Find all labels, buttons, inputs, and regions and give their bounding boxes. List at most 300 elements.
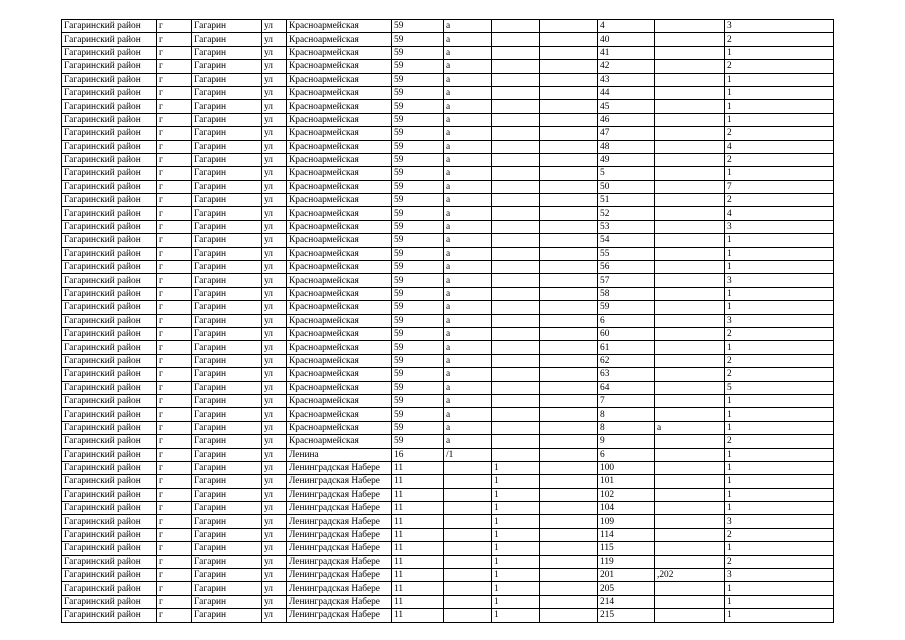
cell-building-letter [540,354,598,367]
cell-apartment-letter [655,127,725,140]
cell-street: Красноармейская [287,33,392,46]
table-row [62,207,834,220]
cell-street: Красноармейская [287,274,392,287]
cell-district: Гагаринский район [62,475,157,488]
cell-apartment-letter [655,180,725,193]
cell-street-type: ул [262,314,287,327]
cell-street-type: ул [262,127,287,140]
cell-building [492,60,540,73]
cell-district: Гагаринский район [62,569,157,582]
cell-house-letter: а [444,167,492,180]
cell-house-letter: а [444,421,492,434]
table-row [62,301,834,314]
cell-house: 11 [392,475,444,488]
cell-district: Гагаринский район [62,20,157,33]
cell-street-type: ул [262,327,287,340]
table-row [62,46,834,59]
cell-apartment-letter [655,555,725,568]
cell-house-letter: а [444,287,492,300]
cell-settlement: Гагарин [192,502,262,515]
cell-settlement-type: г [157,234,192,247]
cell-house-letter: а [444,247,492,260]
cell-district: Гагаринский район [62,194,157,207]
cell-street: Красноармейская [287,127,392,140]
cell-building: 1 [492,609,540,622]
cell-settlement: Гагарин [192,314,262,327]
cell-count: 3 [725,569,834,582]
cell-house-letter: а [444,314,492,327]
cell-street-type: ул [262,368,287,381]
cell-street-type: ул [262,582,287,595]
cell-apartment: 6 [598,314,655,327]
cell-settlement-type: г [157,368,192,381]
cell-street-type: ул [262,408,287,421]
cell-count: 1 [725,234,834,247]
cell-settlement: Гагарин [192,542,262,555]
cell-building-letter [540,287,598,300]
cell-settlement: Гагарин [192,234,262,247]
cell-street-type: ул [262,234,287,247]
cell-apartment-letter [655,20,725,33]
cell-street-type: ул [262,167,287,180]
cell-building [492,274,540,287]
cell-building [492,448,540,461]
cell-settlement: Гагарин [192,394,262,407]
table-row [62,542,834,555]
cell-building-letter [540,542,598,555]
cell-house-letter [444,488,492,501]
cell-building [492,435,540,448]
cell-apartment: 100 [598,461,655,474]
cell-house: 59 [392,354,444,367]
cell-building-letter [540,408,598,421]
cell-settlement-type: г [157,421,192,434]
cell-count: 1 [725,448,834,461]
table-row [62,488,834,501]
cell-apartment-letter [655,194,725,207]
cell-building [492,140,540,153]
cell-house: 59 [392,234,444,247]
cell-settlement-type: г [157,153,192,166]
cell-apartment-letter [655,595,725,608]
cell-building [492,287,540,300]
cell-building-letter [540,274,598,287]
cell-settlement-type: г [157,341,192,354]
cell-house-letter: а [444,180,492,193]
cell-house: 59 [392,33,444,46]
cell-apartment: 59 [598,301,655,314]
cell-apartment: 201 [598,569,655,582]
cell-house-letter: а [444,194,492,207]
table-row [62,60,834,73]
cell-settlement-type: г [157,528,192,541]
cell-apartment: 55 [598,247,655,260]
cell-house: 59 [392,301,444,314]
cell-apartment-letter [655,46,725,59]
table-body [62,20,834,623]
table-row [62,113,834,126]
cell-count: 1 [725,394,834,407]
cell-count: 7 [725,180,834,193]
cell-building [492,421,540,434]
cell-settlement-type: г [157,274,192,287]
cell-settlement-type: г [157,595,192,608]
cell-apartment: 4 [598,20,655,33]
cell-house: 11 [392,609,444,622]
table-row [62,274,834,287]
cell-apartment-letter [655,354,725,367]
cell-settlement-type: г [157,247,192,260]
cell-district: Гагаринский район [62,234,157,247]
cell-apartment: 58 [598,287,655,300]
cell-house: 59 [392,194,444,207]
cell-apartment-letter [655,86,725,99]
cell-street-type: ул [262,435,287,448]
cell-apartment-letter [655,448,725,461]
cell-house: 11 [392,488,444,501]
cell-house: 59 [392,314,444,327]
table-row [62,569,834,582]
cell-street-type: ул [262,515,287,528]
cell-street: Красноармейская [287,207,392,220]
cell-building [492,314,540,327]
cell-settlement: Гагарин [192,247,262,260]
cell-settlement: Гагарин [192,153,262,166]
table-row [62,140,834,153]
cell-apartment-letter [655,167,725,180]
cell-count: 1 [725,488,834,501]
cell-district: Гагаринский район [62,140,157,153]
cell-district: Гагаринский район [62,461,157,474]
cell-apartment: 49 [598,153,655,166]
cell-settlement-type: г [157,46,192,59]
cell-building-letter [540,528,598,541]
cell-building [492,46,540,59]
cell-settlement-type: г [157,515,192,528]
cell-apartment-letter [655,261,725,274]
table-row [62,327,834,340]
cell-settlement: Гагарин [192,595,262,608]
cell-district: Гагаринский район [62,448,157,461]
cell-street-type: ул [262,73,287,86]
cell-apartment-letter [655,461,725,474]
cell-settlement: Гагарин [192,274,262,287]
cell-house: 59 [392,341,444,354]
cell-building: 1 [492,582,540,595]
cell-settlement-type: г [157,569,192,582]
cell-settlement-type: г [157,354,192,367]
cell-street: Ленинградская Набере [287,502,392,515]
cell-building-letter [540,448,598,461]
cell-house: 11 [392,582,444,595]
cell-district: Гагаринский район [62,421,157,434]
cell-apartment-letter [655,207,725,220]
cell-count: 5 [725,381,834,394]
cell-apartment-letter [655,220,725,233]
cell-apartment-letter [655,475,725,488]
cell-building-letter [540,100,598,113]
cell-count: 3 [725,20,834,33]
cell-street: Красноармейская [287,180,392,193]
cell-house: 59 [392,140,444,153]
cell-street-type: ул [262,569,287,582]
cell-count: 2 [725,354,834,367]
cell-settlement-type: г [157,207,192,220]
cell-district: Гагаринский район [62,153,157,166]
cell-apartment: 8 [598,421,655,434]
cell-street-type: ул [262,20,287,33]
cell-street: Ленинградская Набере [287,595,392,608]
cell-street: Ленинградская Набере [287,488,392,501]
cell-house: 16 [392,448,444,461]
cell-street: Ленинградская Набере [287,569,392,582]
cell-settlement: Гагарин [192,475,262,488]
cell-building-letter [540,582,598,595]
cell-district: Гагаринский район [62,287,157,300]
cell-count: 1 [725,287,834,300]
cell-building [492,20,540,33]
cell-settlement-type: г [157,33,192,46]
cell-count: 3 [725,314,834,327]
table-row [62,555,834,568]
cell-district: Гагаринский район [62,354,157,367]
cell-apartment-letter [655,408,725,421]
cell-district: Гагаринский район [62,73,157,86]
cell-street: Красноармейская [287,113,392,126]
cell-settlement-type: г [157,301,192,314]
cell-building-letter [540,33,598,46]
cell-street: Красноармейская [287,261,392,274]
cell-settlement-type: г [157,113,192,126]
cell-apartment: 50 [598,180,655,193]
cell-apartment-letter [655,488,725,501]
cell-district: Гагаринский район [62,542,157,555]
table-row [62,234,834,247]
table-row [62,435,834,448]
cell-count: 1 [725,461,834,474]
cell-street: Красноармейская [287,100,392,113]
cell-house-letter: /1 [444,448,492,461]
cell-settlement: Гагарин [192,287,262,300]
cell-district: Гагаринский район [62,247,157,260]
cell-apartment: 109 [598,515,655,528]
cell-building-letter [540,502,598,515]
cell-building-letter [540,113,598,126]
cell-street-type: ул [262,502,287,515]
cell-settlement-type: г [157,127,192,140]
cell-house-letter: а [444,100,492,113]
cell-house: 59 [392,127,444,140]
cell-count: 1 [725,341,834,354]
cell-building [492,113,540,126]
cell-settlement: Гагарин [192,100,262,113]
cell-house-letter: а [444,381,492,394]
cell-count: 1 [725,408,834,421]
cell-building-letter [540,515,598,528]
cell-street-type: ул [262,609,287,622]
cell-house: 11 [392,555,444,568]
cell-district: Гагаринский район [62,341,157,354]
table-row [62,220,834,233]
cell-count: 3 [725,274,834,287]
cell-street-type: ул [262,595,287,608]
cell-count: 1 [725,167,834,180]
cell-settlement-type: г [157,502,192,515]
cell-house-letter: а [444,274,492,287]
table-row [62,341,834,354]
cell-building-letter [540,207,598,220]
cell-street: Красноармейская [287,153,392,166]
table-row [62,408,834,421]
cell-house-letter: а [444,234,492,247]
cell-building [492,153,540,166]
cell-district: Гагаринский район [62,100,157,113]
cell-settlement: Гагарин [192,368,262,381]
table-row [62,421,834,434]
cell-apartment: 41 [598,46,655,59]
cell-house: 59 [392,368,444,381]
cell-street: Красноармейская [287,408,392,421]
cell-street-type: ул [262,194,287,207]
cell-building [492,167,540,180]
cell-apartment-letter: ,202 [655,569,725,582]
cell-building-letter [540,488,598,501]
cell-apartment: 48 [598,140,655,153]
cell-street: Красноармейская [287,234,392,247]
cell-building: 1 [492,555,540,568]
cell-building-letter [540,595,598,608]
cell-street: Красноармейская [287,167,392,180]
cell-count: 2 [725,435,834,448]
cell-building-letter [540,461,598,474]
cell-apartment: 114 [598,528,655,541]
cell-building: 1 [492,488,540,501]
cell-building-letter [540,314,598,327]
cell-street-type: ул [262,33,287,46]
cell-street: Красноармейская [287,194,392,207]
cell-settlement-type: г [157,582,192,595]
cell-apartment: 44 [598,86,655,99]
cell-house-letter: а [444,341,492,354]
cell-district: Гагаринский район [62,515,157,528]
cell-settlement-type: г [157,542,192,555]
cell-building-letter [540,60,598,73]
cell-street-type: ул [262,301,287,314]
cell-count: 2 [725,555,834,568]
cell-street: Красноармейская [287,140,392,153]
cell-settlement: Гагарин [192,555,262,568]
cell-district: Гагаринский район [62,86,157,99]
cell-building [492,261,540,274]
cell-count: 2 [725,528,834,541]
cell-building [492,220,540,233]
cell-building-letter [540,341,598,354]
table-row [62,100,834,113]
cell-street: Ленинградская Набере [287,582,392,595]
cell-settlement-type: г [157,435,192,448]
cell-settlement-type: г [157,20,192,33]
cell-building-letter [540,435,598,448]
cell-house: 59 [392,274,444,287]
cell-count: 2 [725,127,834,140]
cell-house-letter: а [444,354,492,367]
cell-house-letter: а [444,153,492,166]
cell-apartment: 57 [598,274,655,287]
cell-settlement: Гагарин [192,194,262,207]
cell-house-letter [444,609,492,622]
cell-building [492,247,540,260]
cell-street: Ленинградская Набере [287,528,392,541]
cell-building-letter [540,234,598,247]
cell-settlement-type: г [157,73,192,86]
cell-settlement: Гагарин [192,582,262,595]
cell-house-letter [444,542,492,555]
cell-street-type: ул [262,274,287,287]
cell-house-letter: а [444,127,492,140]
cell-house: 59 [392,408,444,421]
cell-street: Красноармейская [287,73,392,86]
cell-house: 59 [392,167,444,180]
cell-district: Гагаринский район [62,502,157,515]
cell-street-type: ул [262,488,287,501]
cell-apartment-letter [655,33,725,46]
cell-settlement: Гагарин [192,354,262,367]
cell-count: 2 [725,33,834,46]
cell-apartment-letter [655,381,725,394]
cell-district: Гагаринский район [62,408,157,421]
cell-house-letter: а [444,327,492,340]
cell-apartment: 43 [598,73,655,86]
cell-house: 11 [392,569,444,582]
cell-street: Красноармейская [287,368,392,381]
cell-building-letter [540,73,598,86]
table-row [62,448,834,461]
cell-district: Гагаринский район [62,261,157,274]
cell-building-letter [540,368,598,381]
address-table [61,19,834,623]
cell-apartment-letter [655,327,725,340]
cell-settlement: Гагарин [192,381,262,394]
cell-house: 59 [392,435,444,448]
cell-building [492,341,540,354]
cell-district: Гагаринский район [62,488,157,501]
cell-house-letter: а [444,368,492,381]
cell-building-letter [540,194,598,207]
cell-house: 59 [392,100,444,113]
cell-apartment-letter [655,528,725,541]
cell-building-letter [540,301,598,314]
cell-street-type: ул [262,60,287,73]
table-row [62,261,834,274]
cell-settlement: Гагарин [192,46,262,59]
cell-street: Красноармейская [287,220,392,233]
cell-house: 59 [392,46,444,59]
cell-apartment: 61 [598,341,655,354]
cell-house: 59 [392,381,444,394]
cell-building-letter [540,394,598,407]
cell-street-type: ул [262,381,287,394]
table-row [62,582,834,595]
cell-street-type: ул [262,475,287,488]
cell-building: 1 [492,475,540,488]
cell-district: Гагаринский район [62,609,157,622]
cell-house-letter: а [444,60,492,73]
cell-building-letter [540,46,598,59]
cell-apartment-letter [655,60,725,73]
table-row [62,528,834,541]
cell-apartment: 8 [598,408,655,421]
cell-house: 11 [392,542,444,555]
